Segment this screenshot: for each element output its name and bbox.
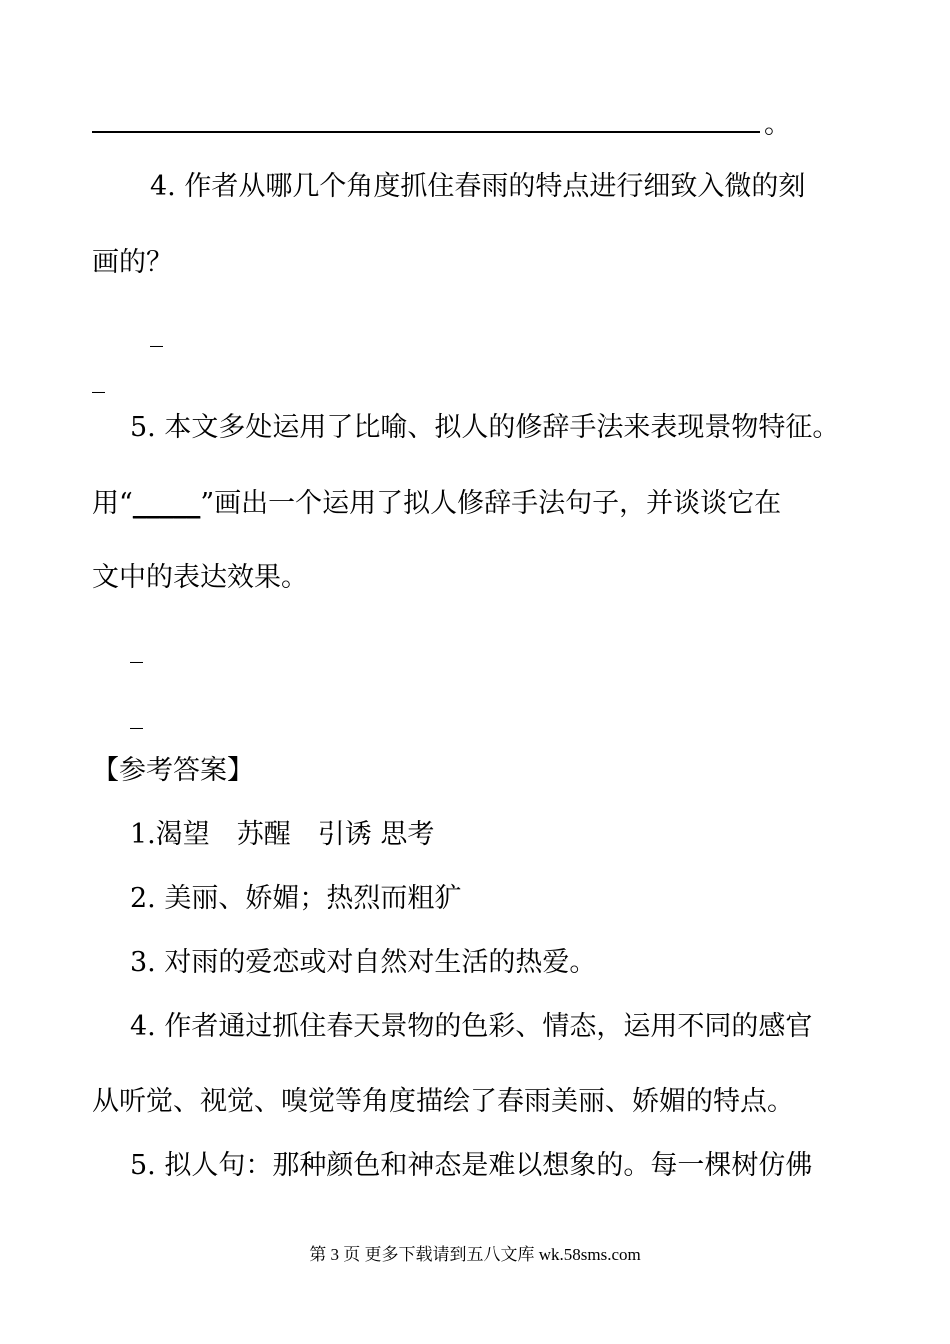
underline-blank: _____ [132,488,201,519]
question-4-answer-blank: _ [92,364,105,394]
answer-4-line-2: 从听觉、视觉、嗅觉等角度描绘了春雨美丽、娇媚的特点。 [92,1086,794,1117]
question-5-line-2-rest: ”画出一个运用了拟人修辞手法句子，并谈谈它在 [200,488,782,519]
question-4-line-1: 4. 作者从哪几个角度抓住春雨的特点进行细致入微的刻 [150,171,806,202]
answer-2: 2. 美丽、娇媚；热烈而粗犷 [130,883,462,914]
question-5-line-1: 5. 本文多处运用了比喻、拟人的修辞手法来表现景物特征。 [130,412,840,443]
answer-4-line-1: 4. 作者通过抓住春天景物的色彩、情态，运用不同的感官 [130,1011,813,1042]
question-5-line-2 [92,487,781,521]
answer-1: 1.渴望 苏醒 引诱 思考 [130,819,435,850]
page-footer: 第 3 页 更多下载请到五八文库 wk.58sms.com [309,1245,641,1264]
question-4-answer-blank: _ [150,318,163,348]
answers-heading: 【参考答案】 [92,755,254,786]
answer-3: 3. 对雨的爱恋或对自然对生活的热爱。 [130,947,597,978]
question-5-line-3: 文中的表达效果。 [92,562,308,593]
question-5-answer-blank: _ [130,634,143,664]
answer-blank-line [92,131,760,133]
answer-5-line-1: 5. 拟人句：那种颜色和神态是难以想象的。每一棵树仿佛 [130,1150,813,1181]
period-mark: 。 [764,109,791,140]
question-5-answer-blank: _ [130,700,143,730]
quote-open: 用“ [92,488,133,519]
question-4-line-2: 画的？ [92,247,173,278]
